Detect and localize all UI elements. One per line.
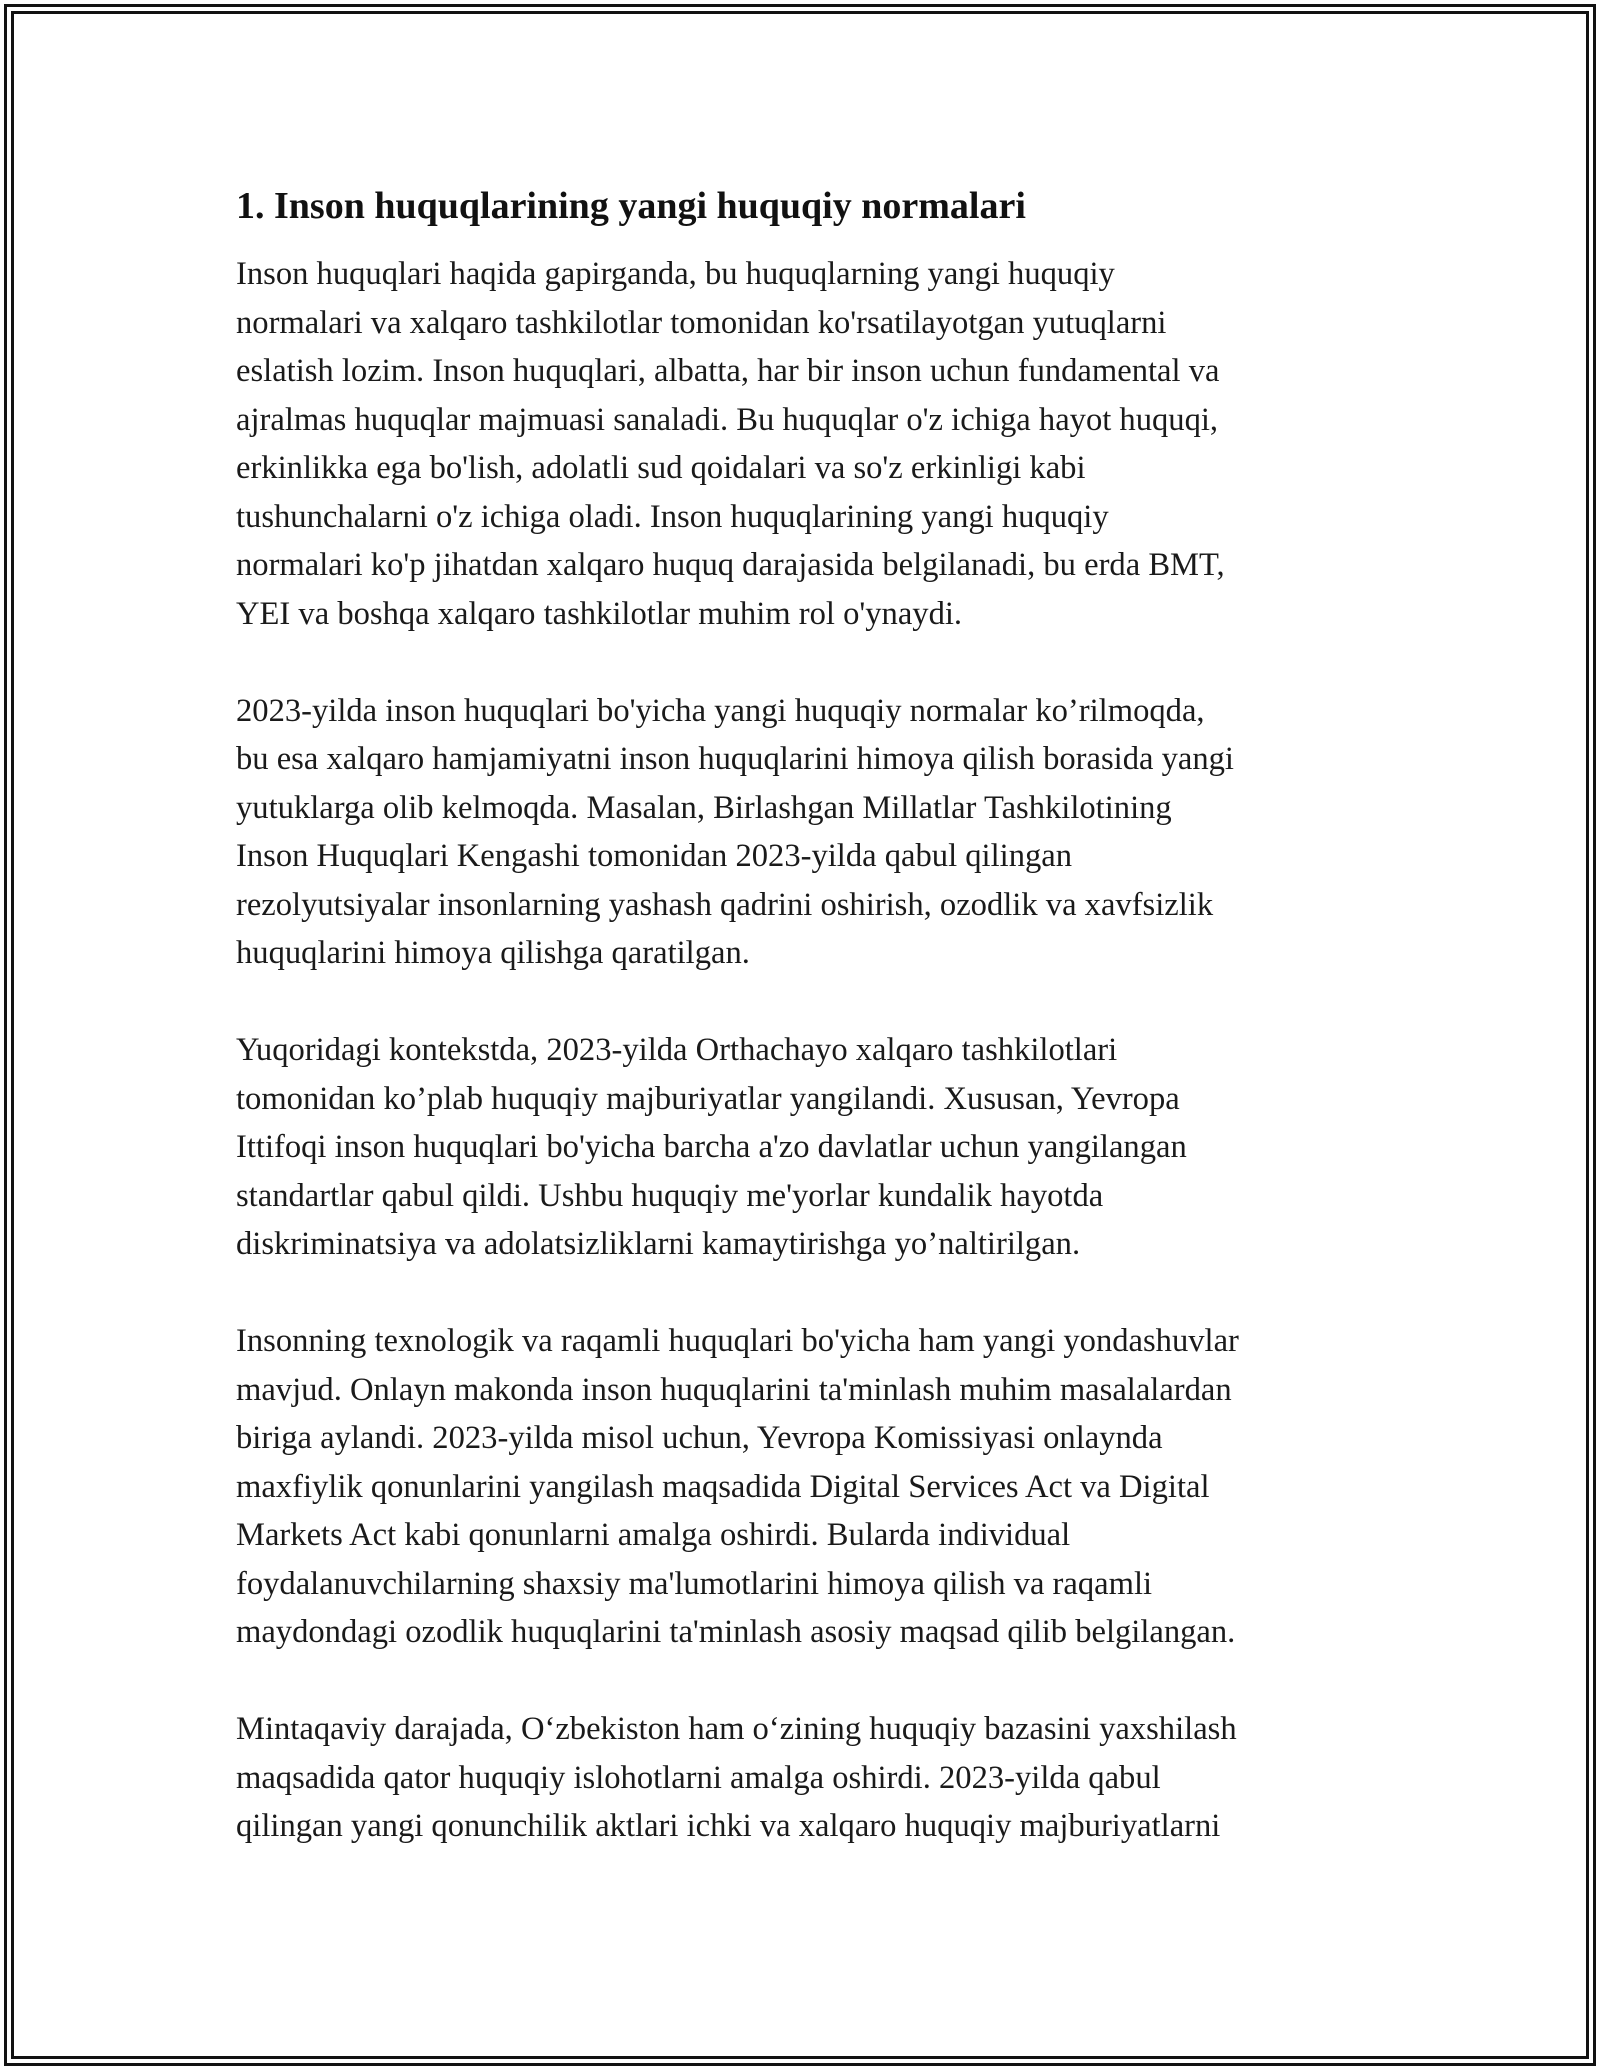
paragraph-1: Inson huquqlari haqida gapirganda, bu huquqlarning yangi huquqiy normalari va xalqaro tashkilotlar tomonidan ko'rsatilayotgan yutuqlarni eslatish lozim. Inson huquqlari, albatta, har bir inson uchun fundamental va ajralmas huquqlar majmuasi sanaladi. Bu huquqlar o'z ichiga hayot huquqi, erkinlikka ega bo'lish, adolatli sud qoidalari va so'z erkinligi kabi tushunchalarni o'z ichiga oladi. Inson huquqlarining yangi huquqiy normalari ko'p jihatdan xalqaro huquq darajasida belgilanadi, bu erda BMT, YEI va boshqa xalqaro tashkilotlar muhim rol o'ynaydi. bbox=[236, 256, 1225, 632]
document-body bbox=[236, 182, 1366, 1899]
section-heading: 1. Inson huquqlarining yangi huquqiy normalari bbox=[236, 185, 1026, 227]
paragraph-4: Insonning texnologik va raqamli huquqlari bo'yicha ham yangi yondashuvlar mavjud. Onlayn makonda inson huquqlarini ta'minlash muhim masalalardan biriga aylandi. 2023-yilda misol uchun, Yevropa Komissiyasi onlaynda maxfiylik qonunlarini yangilash maqsadida Digital Services Act va Digital Markets Act kabi qonunlarni amalga oshirdi. Bularda individual foydalanuvchilarning shaxsiy ma'lumotlarini himoya qilish va raqamli maydondagi ozodlik huquqlarini ta'minlash asosiy maqsad qilib belgilangan. bbox=[236, 1323, 1239, 1650]
paragraph-5: Mintaqaviy darajada, O‘zbekiston ham o‘zining huquqiy bazasini yaxshilash maqsadida qator huquqiy islohotlarni amalga oshirdi. 2023-yilda qabul qilingan yangi qonunchilik aktlari ichki va xalqaro huquqiy majburiyatlarni bbox=[236, 1711, 1237, 1844]
paragraph-2: 2023-yilda inson huquqlari bo'yicha yangi huquqiy normalar ko’rilmoqda, bu esa xalqaro hamjamiyatni inson huquqlarini himoya qilish borasida yangi yutuklarga olib kelmoqda. Masalan, Birlashgan Millatlar Tashkilotining Inson Huquqlari Kengashi tomonidan 2023-yilda qabul qilingan rezolyutsiyalar insonlarning yashash qadrini oshirish, ozodlik va xavfsizlik huquqlarini himoya qilishga qaratilgan. bbox=[236, 692, 1234, 971]
paragraph-3: Yuqoridagi kontekstda, 2023-yilda Orthachayo xalqaro tashkilotlari tomonidan ko’plab huquqiy majburiyatlar yangilandi. Xususan, Yevropa Ittifoqi inson huquqlari bo'yicha barcha a'zo davlatlar uchun yangilangan standartlar qabul qildi. Ushbu huquqiy me'yorlar kundalik hayotda diskriminatsiya va adolatsizliklarni kamaytirishga yo’naltirilgan. bbox=[236, 1032, 1187, 1262]
